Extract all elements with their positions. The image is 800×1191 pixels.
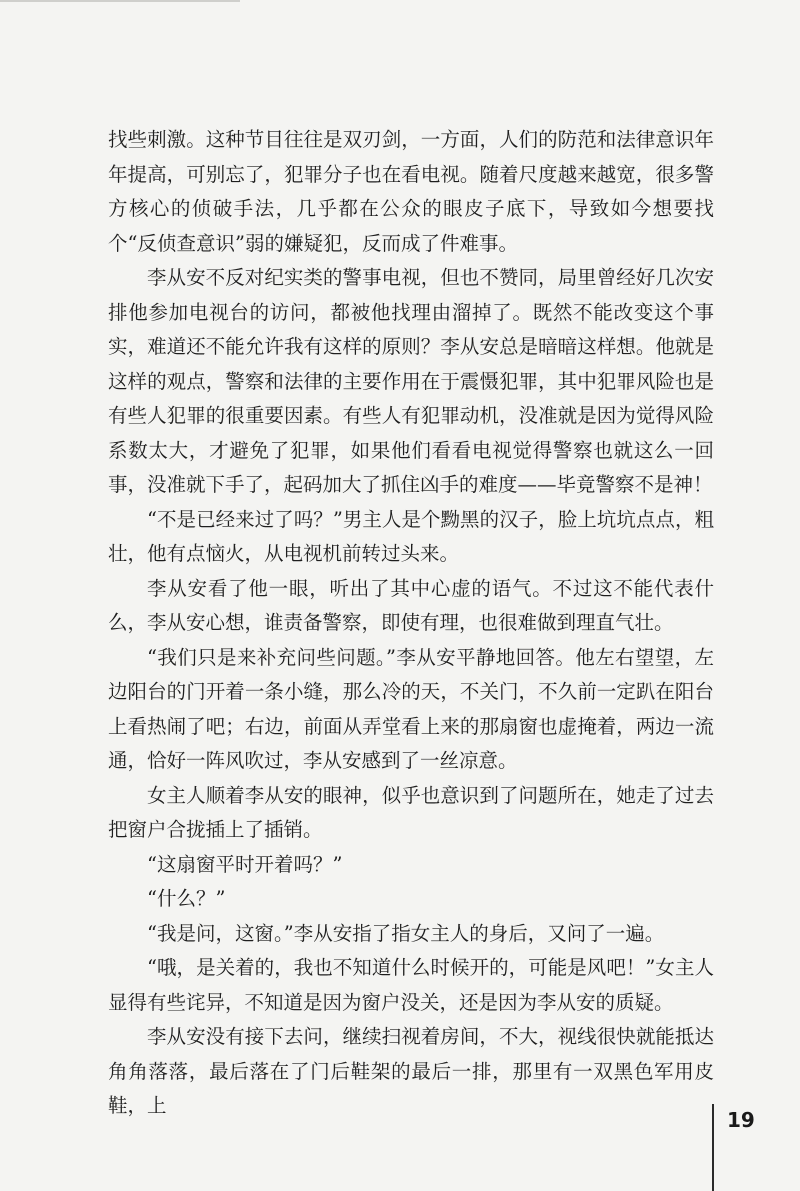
paragraph: 女主人顺着李从安的眼神，似乎也意识到了问题所在，她走了过去把窗户合拢插上了插销。	[108, 783, 714, 841]
paragraph: 李从安不反对纪实类的警事电视，但也不赞同，局里曾经好几次安排他参加电视台的访问，都被他找理由溜掉了。既然不能改变这个事实，难道还不能允许我有这样的原则？李从安总是暗暗这样想。他就是这样的观点，警察和法律的主要作用在于震慑犯罪，其中犯罪风险也是有些人犯罪的很重要因素。有些人有犯罪动机，没准就是因为觉得风险系数太大，才避免了犯罪，如果他们看看电视觉得警察也就这么一回事，没准就下手了，起码加大了抓住凶手的难度——毕竟警察不是神！	[108, 266, 714, 496]
paragraph: 李从安看了他一眼，听出了其中心虚的语气。不过这不能代表什么，李从安心想，谁责备警察，即使有理，也很难做到理直气壮。	[108, 576, 714, 634]
top-edge-line	[0, 0, 240, 2]
paragraph: “我是问，这窗。”李从安指了指女主人的身后，又问了一遍。	[147, 921, 665, 945]
paragraph: 找些刺激。这种节目往往是双刃剑，一方面，人们的防范和法律意识年年提高，可别忘了，犯罪分子也在看电视。随着尺度越来越宽，很多警方核心的侦破手法，几乎都在公众的眼皮子底下，导致如今想要找个“反侦查意识”弱的嫌疑犯，反而成了件难事。	[108, 128, 714, 255]
paragraph: “这扇窗平时开着吗？”	[147, 852, 343, 876]
page-number-rule	[712, 1104, 714, 1191]
page-number: 19	[727, 1108, 755, 1132]
paragraph: 李从安没有接下去问，继续扫视着房间，不大，视线很快就能抵达角角落落，最后落在了门后鞋架的最后一排，那里有一双黑色军用皮鞋，上	[108, 1025, 714, 1117]
paragraph: “什么？”	[147, 887, 226, 910]
paragraph: “我们只是来补充问些问题。”李从安平静地回答。他左右望望，左边阳台的门开着一条小缝，那么冷的天，不关门，不久前一定趴在阳台上看热闹了吧；右边，前面从弄堂看上来的那扇窗也虚掩着，两边一流通，恰好一阵风吹过，李从安感到了一丝凉意。	[108, 645, 714, 772]
paragraph: “不是已经来过了吗？”男主人是个黝黑的汉子，脸上坑坑点点，粗壮，他有点恼火，从电视机前转过头来。	[108, 507, 714, 565]
paragraph: “哦，是关着的，我也不知道什么时候开的，可能是风吧！”女主人显得有些诧异，不知道是因为窗户没关，还是因为李从安的质疑。	[108, 956, 714, 1014]
body-text	[108, 123, 714, 1124]
